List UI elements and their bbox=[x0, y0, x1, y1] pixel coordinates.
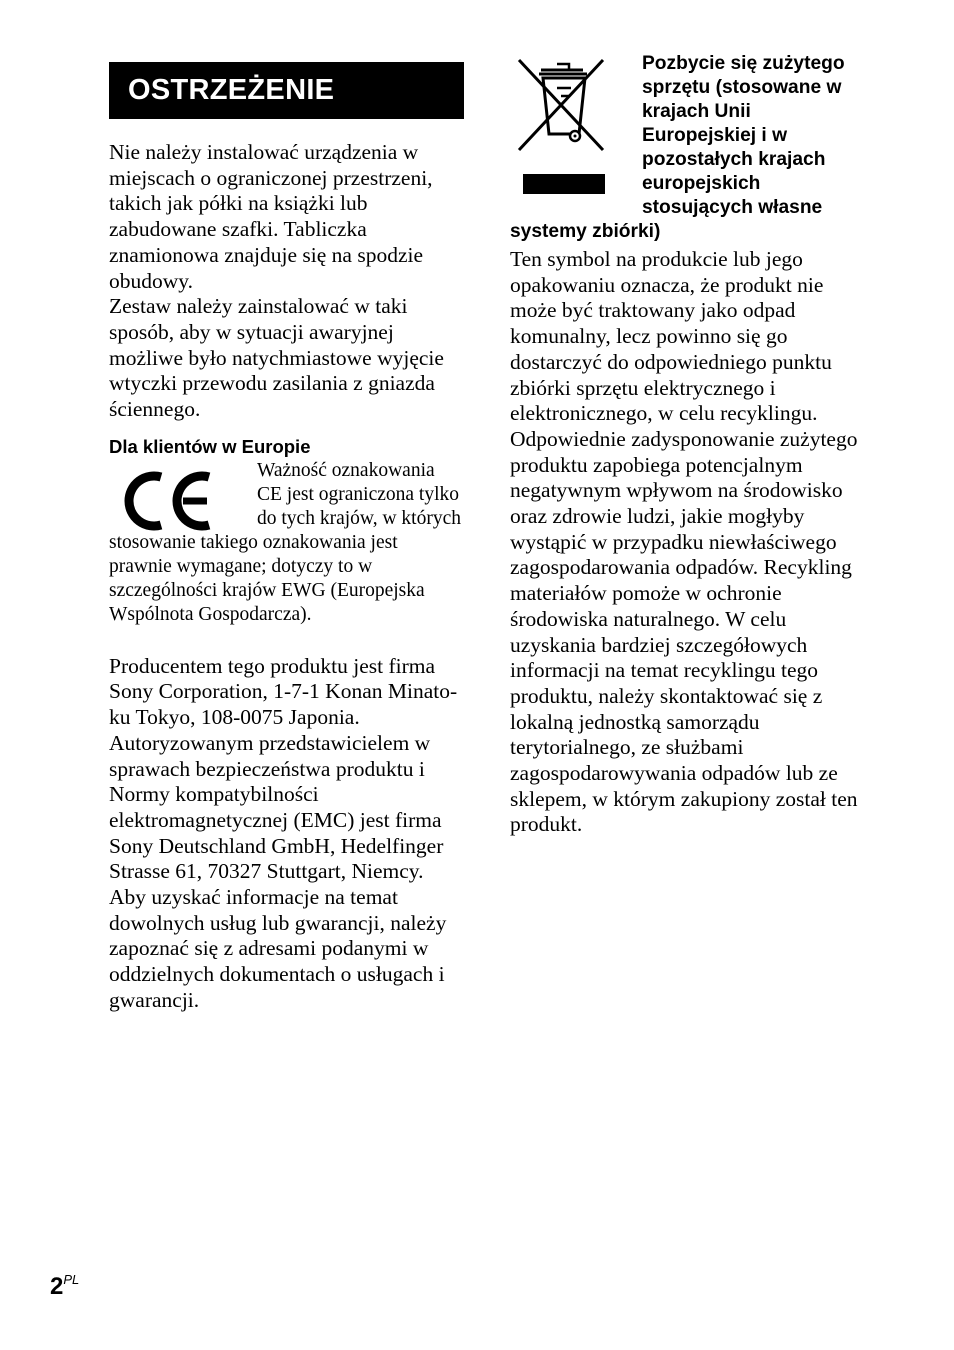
warning-banner bbox=[109, 62, 464, 119]
europe-heading: Dla klientów w Europie bbox=[109, 435, 311, 457]
warning-title: OSTRZEŻENIE bbox=[128, 74, 335, 106]
page-number-value: 2 bbox=[50, 1273, 64, 1300]
crossed-out-wheelie-bin-icon bbox=[513, 52, 609, 200]
language-code: PL bbox=[63, 1272, 80, 1287]
ce-block bbox=[109, 459, 464, 627]
ce-paragraph: Ważność oznakowania CE jest ograniczona tylko do tych krajów, w których stosowanie takiego oznakowania jest prawnie wymagane; dotyczy to w szczególności krajów EWG (Europejska Wspólnota Gospodarcza). bbox=[109, 459, 461, 625]
weee-paragraph: Ten symbol na produkcie lub jego opakowaniu oznacza, że produkt nie może być traktowany jako odpad komunalny, lecz powinno się go dostarczyć do odpowiedniego punktu zbiórki sprzętu elektrycznego i elektronicznego, w celu recyklingu. Odpowiednie zadysponowanie zużytego produktu zapobiega potencjalnym negatywnym wpływom na środowisko oraz zdrowie ludzi, jakie mogłyby wystąpić w przypadku niewłaściwego zagospodarowania odpadów. Recykling materiałów pomoże w ochronie środowiska naturalnego. W celu uzyskania bardziej szczegółowych informacji na temat recyklingu tego produktu, należy skontaktować się z lokalną jednostką samorządu terytorialnego, ze służbami zagospodarowywania odpadów lub ze sklepem, w którym zakupiony został ten produkt. bbox=[510, 247, 858, 837]
weee-block bbox=[510, 52, 862, 244]
install-paragraph: Nie należy instalować urządzenia w miejscach o ograniczonej przestrzeni, takich jak półki na książki lub zabudowane szafki. Tabliczka znamionowa znajduje się na spodzie obudowy. bbox=[109, 140, 433, 293]
manufacturer-paragraph: Producentem tego produktu jest firma Sony Corporation, 1-7-1 Konan Minato-ku Tokyo, 108-0075 Japonia. bbox=[109, 653, 458, 730]
weee-heading: Pozbycie się zużytego sprzętu (stosowane w krajach Unii Europejskiej i w pozostałych krajach europejskich stosujących własne systemy zbiórki) bbox=[510, 53, 845, 242]
ce-mark-icon bbox=[123, 471, 215, 531]
representative-paragraph: Autoryzowanym przedstawicielem w sprawach bezpieczeństwa produktu i Normy kompatybilności elektromagnetycznej (EMC) jest firma Sony Deutschland GmbH, Hedelfinger Strasse 61, 70327 Stuttgart, Niemcy. Aby uzyskać informacje na temat dowolnych usług lub gwarancji, należy zapoznać się z adresami podanymi w oddzielnych dokumentach o usługach i gwarancji. bbox=[109, 730, 447, 1012]
plug-paragraph: Zestaw należy zainstalować w taki sposób, aby w sytuacji awaryjnej możliwe było natychmiastowe wyjęcie wtyczki przewodu zasilania z gniazda ściennego. bbox=[109, 294, 444, 422]
page-number bbox=[50, 1272, 79, 1301]
left-column bbox=[109, 62, 464, 1014]
right-column bbox=[510, 52, 862, 838]
